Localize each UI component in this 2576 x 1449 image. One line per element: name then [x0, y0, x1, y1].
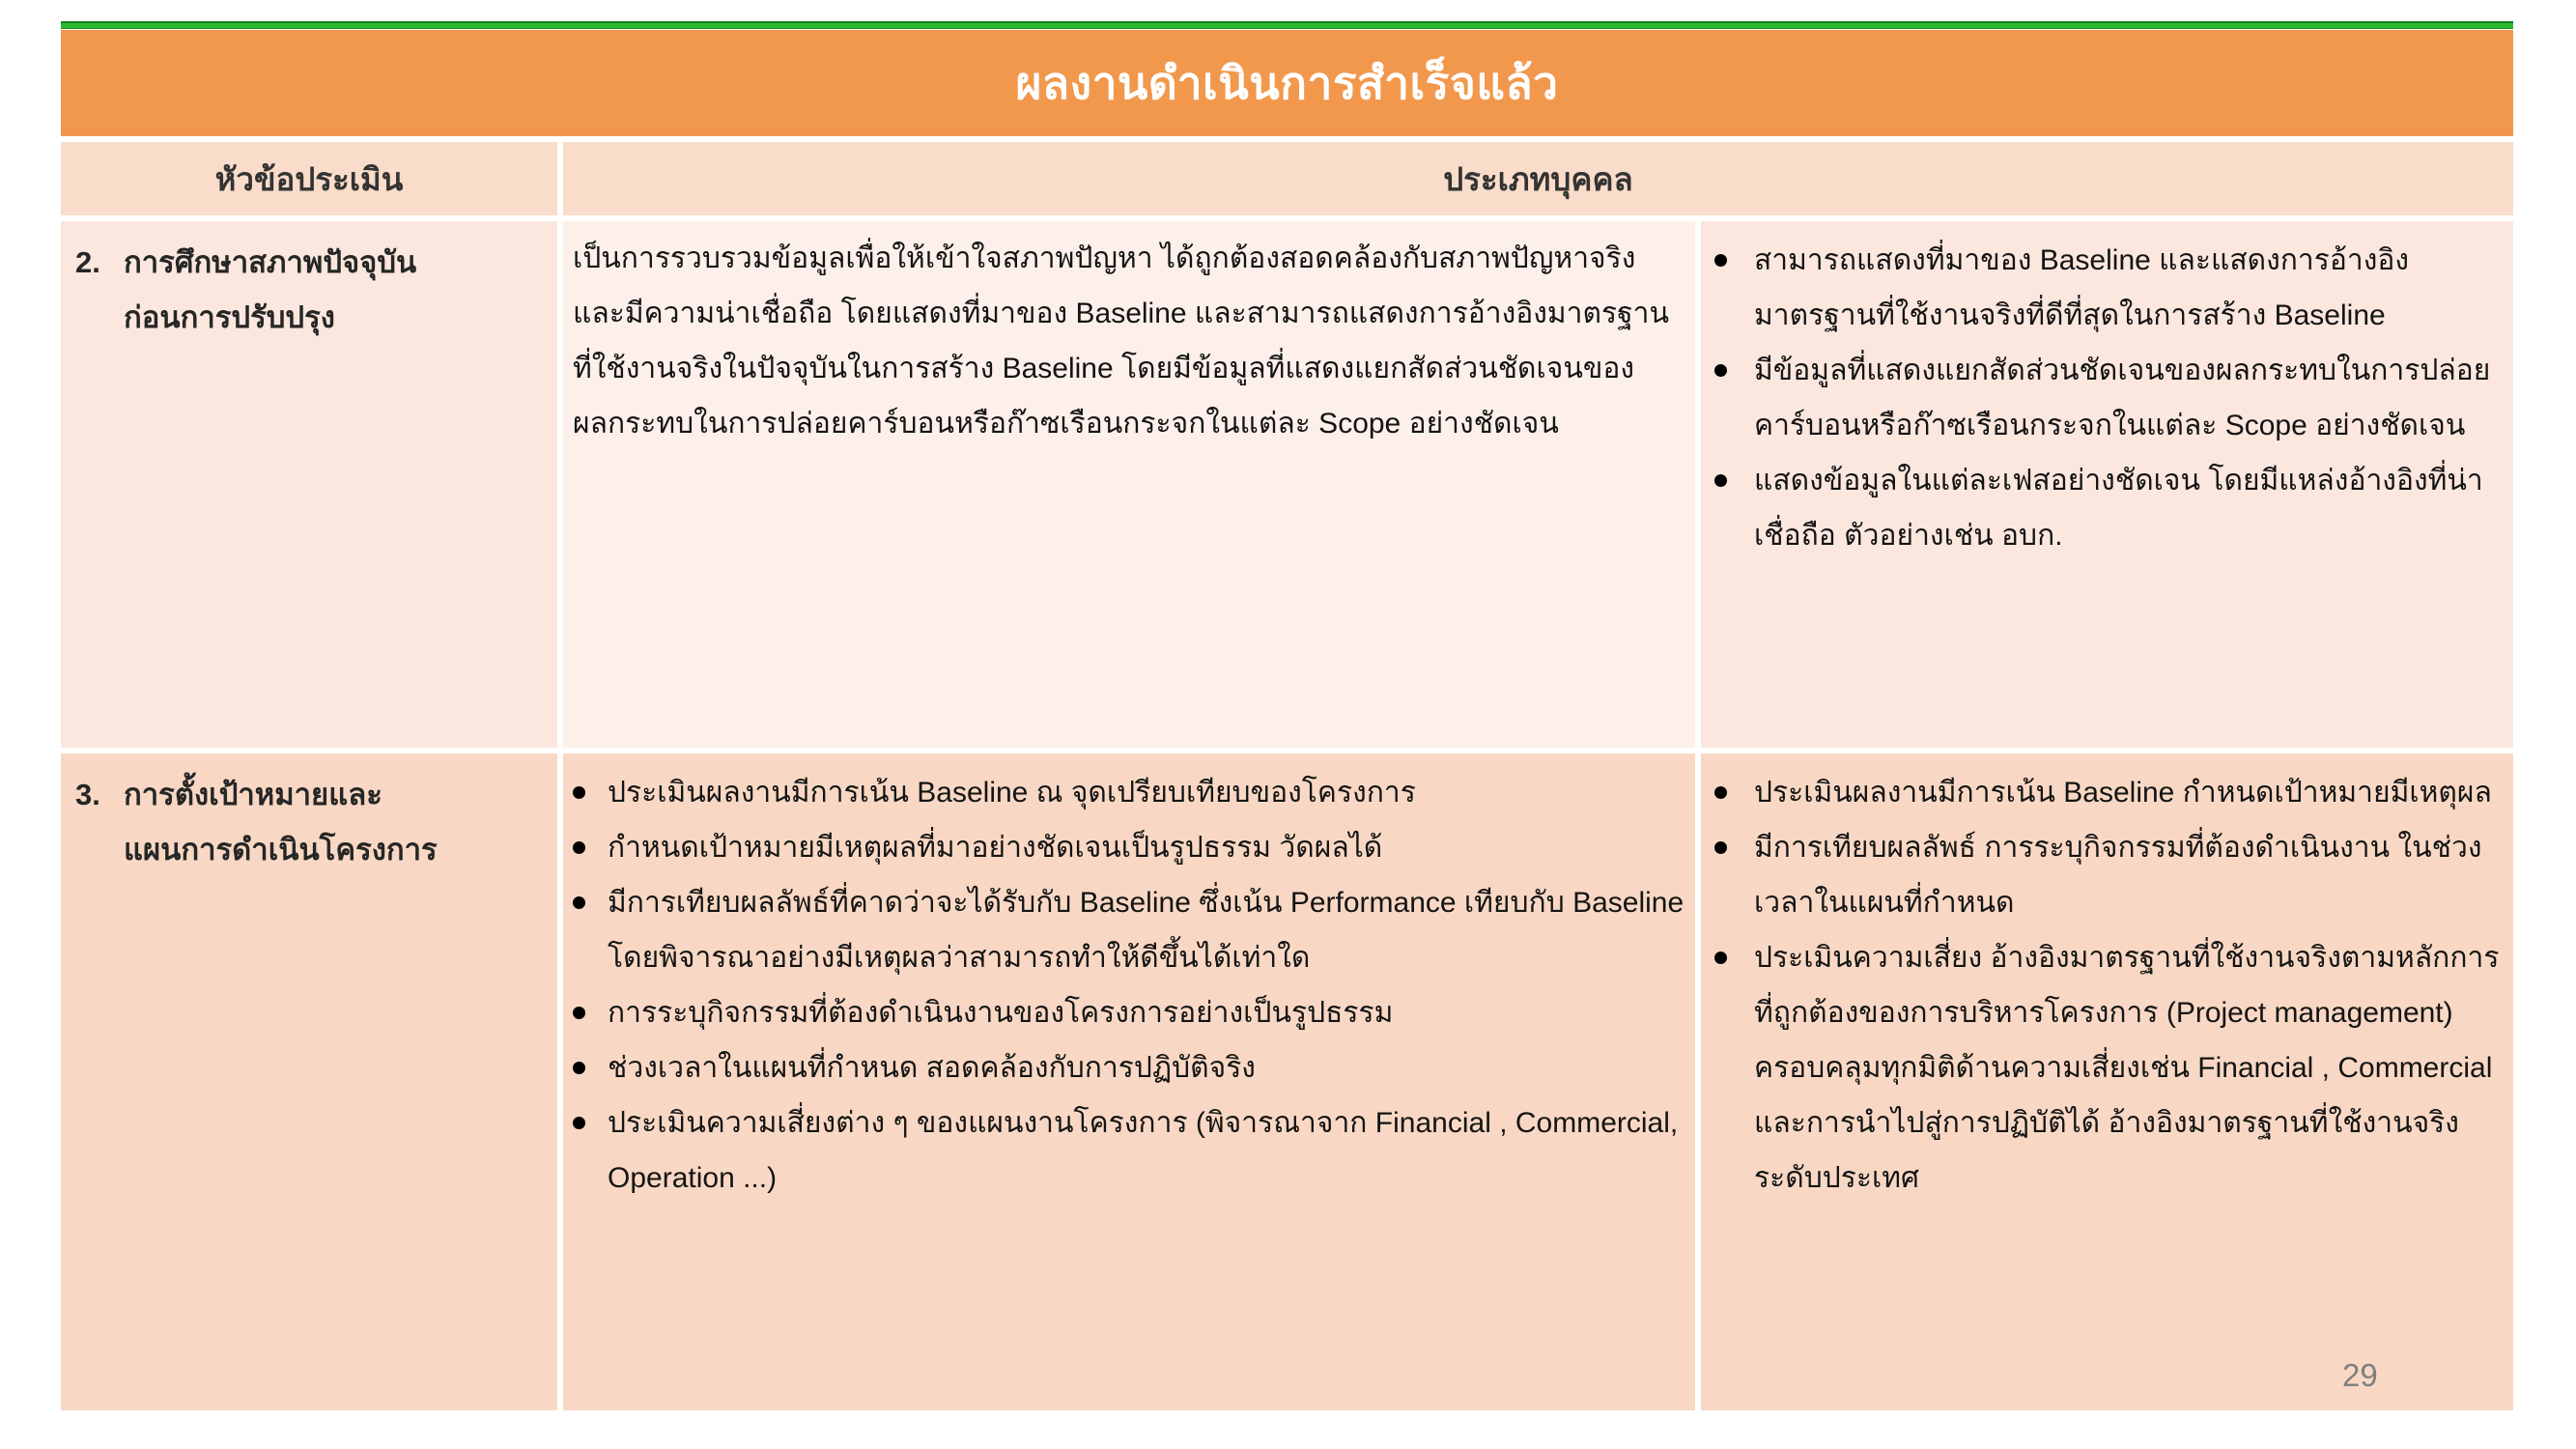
bullet-text: สามารถแสดงที่มาของ Baseline และแสดงการอ้างอิงมาตรฐานที่ใช้งานจริงที่ดีที่สุดในการสร้าง Baseline — [1754, 244, 2410, 331]
bullet-dot-icon — [573, 875, 608, 909]
bullet-item — [1701, 930, 2505, 1206]
bullet-dot-icon — [573, 1040, 608, 1074]
bullet-dot-icon — [1714, 820, 1754, 854]
bullet-text: ช่วงเวลาในแผนที่กำหนด สอดคล้องกับการปฏิบัติจริง — [608, 1052, 1256, 1084]
bullet-item — [1701, 765, 2505, 820]
table-row-3-topic-cell — [61, 753, 557, 1410]
bullet-item — [563, 875, 1687, 985]
bullet-text: มีการเทียบผลลัพธ์ที่คาดว่าจะได้รับกับ Baseline ซึ่งเน้น Performance เทียบกับ Baseline โดยพิจารณาอย่างมีเหตุผลว่าสามารถทำให้ดีขึ้นได้เท่าใด — [608, 887, 1684, 974]
bullet-dot-icon — [1714, 765, 1754, 799]
bullet-dot-icon — [1714, 343, 1754, 377]
bullet-dot-icon — [573, 985, 608, 1019]
title-banner — [61, 30, 2513, 136]
page-title: ผลงานดำเนินการสำเร็จแล้ว — [1015, 57, 1559, 108]
page-number: 29 — [2342, 1357, 2378, 1393]
bullet-dot-icon — [573, 765, 608, 799]
evaluation-table — [61, 142, 2513, 1410]
bullet-item — [1701, 820, 2505, 930]
table-row-3-person-cell — [1701, 753, 2513, 1410]
bullet-dot-icon — [1714, 233, 1754, 267]
topic-number: 2. — [75, 245, 100, 279]
bullet-item — [563, 1095, 1687, 1206]
bullet-item — [1701, 343, 2505, 453]
header-topic-label: หัวข้อประเมิน — [214, 160, 404, 197]
topic-line: การศึกษาสภาพปัจจุบัน — [124, 245, 417, 279]
bullet-dot-icon — [1714, 930, 1754, 964]
topic-number: 3. — [75, 778, 100, 811]
topic-text — [124, 235, 548, 345]
bullet-dot-icon — [1714, 453, 1754, 487]
bullet-dot-icon — [573, 820, 608, 854]
topic-text — [124, 767, 548, 877]
bullet-item — [563, 985, 1687, 1040]
description-paragraph: เป็นการรวบรวมข้อมูลเพื่อให้เข้าใจสภาพปัญหา ได้ถูกต้องสอดคล้องกับสภาพปัญหาจริงและมีความน่าเชื่อถือ โดยแสดงที่มาของ Baseline และสามารถแสดงการอ้างอิงมาตรฐานที่ใช้งานจริงในปัจจุบันในการสร้าง Baseline โดยมีข้อมูลที่แสดงแยกสัดส่วนชัดเจนของผลกระทบในการปล่อยคาร์บอนหรือก๊าซเรือนกระจกในแต่ละ Scope อย่างชัดเจน — [573, 242, 1670, 440]
topic-line: แผนการดำเนินโครงการ — [124, 833, 438, 867]
bullet-text: ประเมินผลงานมีการเน้น Baseline กำหนดเป้าหมายมีเหตุผล — [1754, 777, 2492, 809]
bullet-item — [1701, 233, 2505, 343]
bullet-text: ประเมินความเสี่ยงต่าง ๆ ของแผนงานโครงการ (พิจารณาจาก Financial , Commercial, Operation ...) — [608, 1107, 1679, 1194]
bullet-text: แสดงข้อมูลในแต่ละเฟสอย่างชัดเจน โดยมีแหล่งอ้างอิงที่น่าเชื่อถือ ตัวอย่างเช่น อบก. — [1754, 465, 2483, 552]
header-cell-person-type — [563, 142, 2513, 215]
table-row-2-topic-cell — [61, 221, 557, 748]
bullet-text: ประเมินผลงานมีการเน้น Baseline ณ จุดเปรียบเทียบของโครงการ — [608, 777, 1416, 809]
topic-line: ก่อนการปรับปรุง — [124, 300, 335, 334]
bullet-item — [563, 1040, 1687, 1095]
bullet-text: ประเมินความเสี่ยง อ้างอิงมาตรฐานที่ใช้งานจริงตามหลักการที่ถูกต้องของการบริหารโครงการ (Project management) ครอบคลุมทุกมิติด้านความเสี่ยงเช่น Financial , Commercial และการนำไปสู่การปฏิบัติได้ อ้างอิงมาตรฐานที่ใช้งานจริงระดับประเทศ — [1754, 942, 2500, 1194]
bullet-item — [563, 765, 1687, 820]
table-row-2-description-cell — [563, 221, 1695, 748]
bullet-text: มีการเทียบผลลัพธ์ การระบุกิจกรรมที่ต้องดำเนินงาน ในช่วงเวลาในแผนที่กำหนด — [1754, 832, 2482, 919]
header-cell-topic — [61, 142, 557, 215]
bullet-text: กำหนดเป้าหมายมีเหตุผลที่มาอย่างชัดเจนเป็นรูปธรรม วัดผลได้ — [608, 832, 1383, 864]
header-person-type-label: ประเภทบุคคล — [1443, 160, 1633, 197]
bullet-text: การระบุกิจกรรมที่ต้องดำเนินงานของโครงการอย่างเป็นรูปธรรม — [608, 997, 1394, 1029]
table-row-2-person-cell — [1701, 221, 2513, 748]
top-accent-line — [61, 21, 2513, 29]
bullet-text: มีข้อมูลที่แสดงแยกสัดส่วนชัดเจนของผลกระทบในการปล่อยคาร์บอนหรือก๊าซเรือนกระจกในแต่ละ Scope อย่างชัดเจน — [1754, 355, 2491, 441]
table-row-3-description-cell — [563, 753, 1695, 1410]
bullet-item — [563, 820, 1687, 875]
topic-line: การตั้งเป้าหมายและ — [124, 778, 382, 811]
bullet-item — [1701, 453, 2505, 563]
bullet-dot-icon — [573, 1095, 608, 1129]
